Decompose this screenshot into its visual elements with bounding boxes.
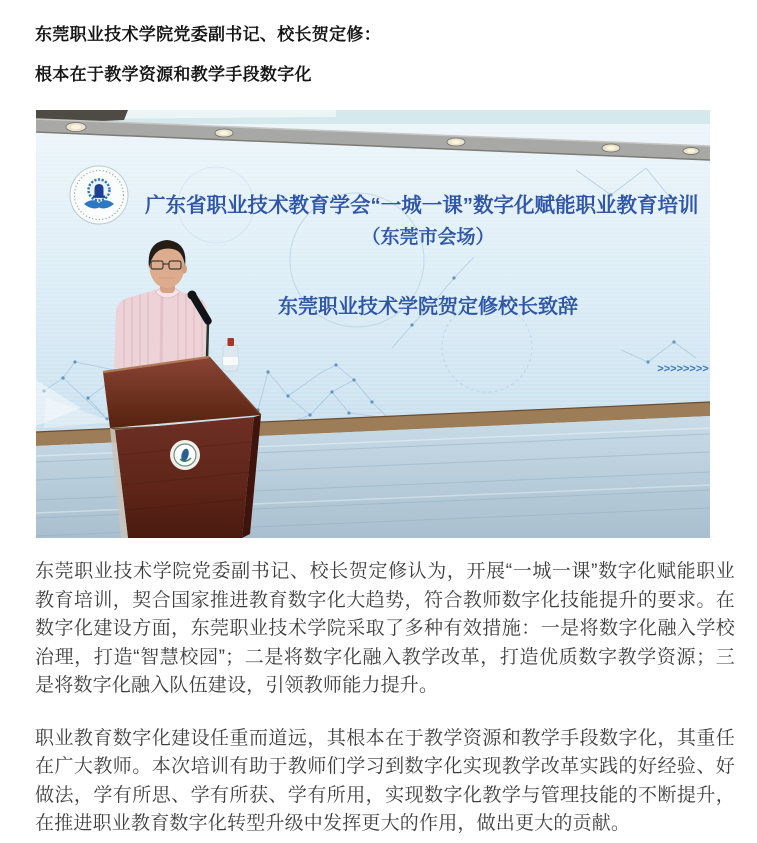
screen-title-line2: （东莞市会场） (361, 227, 495, 248)
screen-subtitle: 东莞职业技术学院贺定修校长致辞 (278, 296, 578, 318)
speaker-ear (181, 265, 187, 274)
screen-arrows: >>>>>>>> (657, 363, 709, 375)
article-headline-line2: 根本在于教学资源和教学手段数字化 (35, 65, 312, 84)
article-headline-line1: 东莞职业技术学院党委副书记、校长贺定修： (35, 25, 381, 44)
association-logo (70, 166, 128, 224)
event-photo-illustration (36, 110, 710, 538)
article-paragraph-2: 职业教育数字化建设任重而道远，其根本在于教学资源和教学手段数字化，其重任在广大教师。本次培训有助于教师们学习到数字化实现教学改革实践的好经验、好做法，学有所思、学有所获、学有所用，实现数字化教学与管理技能的不断提升，在推进职业教育数字化转型升级中发挥更大的作用，做出更大的贡献。 (35, 727, 735, 834)
screen-title-line1: 广东省职业技术教育学会“一城一课”数字化赋能职业教育培训 (145, 194, 699, 217)
article-body (0, 558, 757, 839)
podium-logo-sticker (170, 440, 200, 470)
event-photo (36, 110, 757, 538)
article-paragraph-1: 东莞职业技术学院党委副书记、校长贺定修认为，开展“一城一课”数字化赋能职业教育培训，契合国家推进教育数字化大趋势，符合教师数字化技能提升的要求。在数字化建设方面，东莞职业技术学院采取了多种有效措施：一是将数字化融入学校治理，打造“智慧校园”；二是将数字化融入教学改革，打造优质数字教学资源；三是将数字化融入队伍建设，引领教师能力提升。 (35, 561, 735, 696)
